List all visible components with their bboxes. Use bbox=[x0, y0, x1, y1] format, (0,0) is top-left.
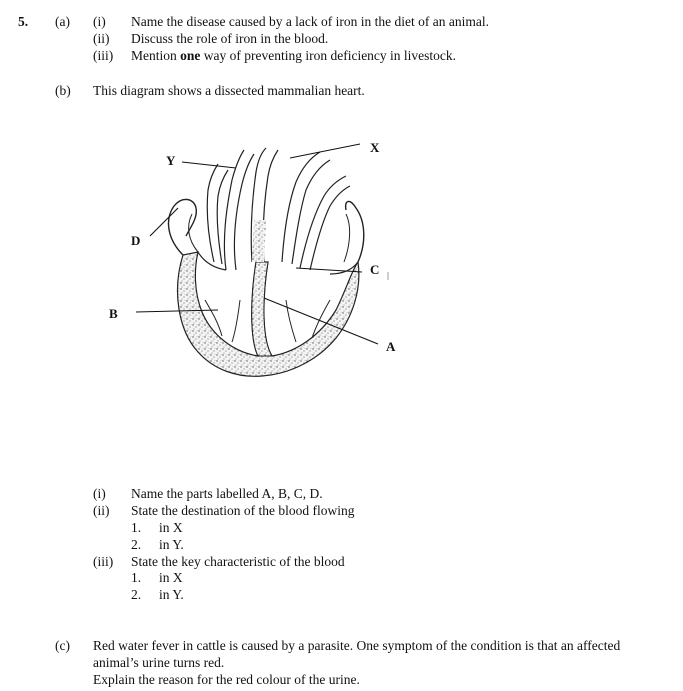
pointer-c bbox=[296, 268, 362, 272]
label-y: Y bbox=[166, 153, 176, 168]
right-atrium bbox=[346, 201, 364, 262]
part-a-label: (a) bbox=[55, 14, 70, 29]
label-x: X bbox=[370, 140, 380, 155]
question-number: 5. bbox=[18, 14, 29, 29]
part-b-ii-sub2-text: in Y. bbox=[159, 537, 184, 552]
part-b-iii-sub2-num: 2. bbox=[131, 587, 142, 602]
part-b-ii-sub1-text: in X bbox=[159, 520, 183, 535]
part-a-iii-text: Mention one way of preventing iron deficiency in livestock. bbox=[131, 48, 457, 63]
part-a-ii-num: (ii) bbox=[93, 31, 110, 46]
part-b-label: (b) bbox=[55, 83, 71, 98]
pointer-x bbox=[290, 144, 360, 158]
label-c: C bbox=[370, 262, 380, 277]
part-b-ii-sub2-num: 2. bbox=[131, 537, 142, 552]
part-b-iii-sub2-text: in Y. bbox=[159, 587, 184, 602]
part-b-iii-sub1-num: 1. bbox=[131, 570, 142, 585]
part-b-i-text: Name the parts labelled A, B, C, D. bbox=[131, 486, 323, 501]
vessel-x bbox=[282, 152, 330, 264]
left-atrium bbox=[168, 199, 196, 255]
part-b-iii-sub1-text: in X bbox=[159, 570, 183, 585]
part-b-ii-sub1-num: 1. bbox=[131, 520, 142, 535]
label-b: B bbox=[109, 306, 118, 321]
part-c-label: (c) bbox=[55, 638, 70, 653]
part-c-line-1: Red water fever in cattle is caused by a parasite. One symptom of the condition is that an affected bbox=[93, 638, 621, 653]
part-b-intro: This diagram shows a dissected mammalian heart. bbox=[93, 83, 365, 98]
label-d: D bbox=[131, 233, 141, 248]
part-b-iii-num: (iii) bbox=[93, 554, 114, 569]
septum bbox=[252, 262, 272, 356]
pointer-b bbox=[136, 310, 218, 312]
part-b-ii-text: State the destination of the blood flowing bbox=[131, 503, 355, 518]
part-b-ii-num: (ii) bbox=[93, 503, 110, 518]
part-c-line-3: Explain the reason for the red colour of the urine. bbox=[93, 672, 360, 687]
part-b-i-num: (i) bbox=[93, 486, 106, 501]
label-a: A bbox=[386, 339, 396, 354]
part-a-i-text: Name the disease caused by a lack of iron in the diet of an animal. bbox=[131, 14, 489, 29]
vessel-y bbox=[224, 150, 254, 270]
part-a-i-num: (i) bbox=[93, 14, 106, 29]
part-c-line-2: animal’s urine turns red. bbox=[93, 655, 225, 670]
part-a-ii-text: Discuss the role of iron in the blood. bbox=[131, 31, 329, 46]
pointer-d bbox=[150, 208, 178, 236]
part-a-iii-num: (iii) bbox=[93, 48, 114, 63]
part-b-iii-text: State the key characteristic of the blood bbox=[131, 554, 345, 569]
pointer-y bbox=[182, 162, 236, 168]
